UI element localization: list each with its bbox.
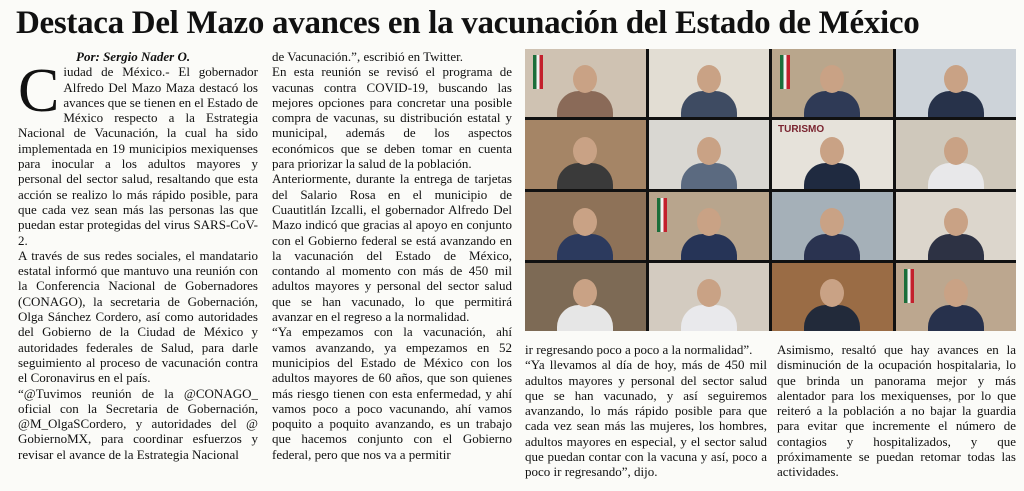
- paragraph: “Ya llevamos al día de hoy, más de 450 mil adultos mayores y personal del sector salud que se han vacunado, y así seguiremos avanzando, lo más rápido posible para que cada vez sean más las mujeres, los hombres, adultos mayores en especial, y el sector salud que puedan contar con la vacuna y así, poco a poco ir regresando”, dijo.: [525, 357, 767, 480]
- participant-figure: [804, 208, 860, 260]
- participant-tile: [525, 120, 646, 188]
- article-column-1: [18, 49, 258, 489]
- participant-figure: [804, 137, 860, 189]
- participant-tile: [896, 49, 1017, 117]
- article-column-3: [525, 342, 767, 490]
- participant-figure: [557, 208, 613, 260]
- participant-tile: [649, 120, 770, 188]
- participant-figure: [557, 137, 613, 189]
- videoconference-photo: [525, 49, 1016, 331]
- participant-tile: [772, 192, 893, 260]
- drop-cap: C: [18, 57, 60, 126]
- participant-figure: [557, 65, 613, 117]
- participant-figure: [681, 208, 737, 260]
- participant-tile: [649, 49, 770, 117]
- participant-tile: [649, 263, 770, 331]
- participant-figure: [804, 65, 860, 117]
- participant-figure: [928, 65, 984, 117]
- headline: Destaca Del Mazo avances en la vacunación del Estado de México: [16, 5, 920, 41]
- paragraph: “Ya empezamos con la vacunación, ahí vamos avanzando, ya empezamos en 52 municipios del Estado de México con los adultos mayores de 60 años, que son quienes más riesgo tienen con esta enfermedad, y ahí vamos poco a poco vacunando, ahí vamos poquito a poquito avanzando, es un trabajo que hacemos conjunto con el Gobierno federal, pero que nos va a permitir: [272, 324, 512, 462]
- paragraph-text: iudad de México.- El gobernador Alfredo Del Mazo Maza destacó los avances que se tienen en el Estado de México respecto a la Estrategia Nacional de Vacunación, la cual ha sido implementada en 19 municipios mexiquenses para inocular a los adultos mayores y personal del sector salud, resaltando que esta acción se realizo lo más rápido posible, para que cada vez sean más las personas las que puedan estar protegidas del virus SARS-CoV-2.: [18, 64, 258, 248]
- paragraph: Anteriormente, durante la entrega de tarjetas del Salario Rosa en el municipio de Cuautitlán Izcalli, el gobernador Alfredo Del Mazo indicó que gracias al apoyo en conjunto con el Gobierno federal se está avanzando en la vacunación del Estado de México, contando al momento con más de 450 mil adultos mayores y personal del sector salud que se han vacunado, lo que permitirá avanzar en el regreso a la normalidad.: [272, 171, 512, 325]
- participant-tile: [525, 49, 646, 117]
- participant-figure: [928, 137, 984, 189]
- paragraph: Asimismo, resaltó que hay avances en la disminución de la ocupación hospitalaria, lo que brinda un panorama mejor y más alentador para los mexiquenses, por lo que reiteró a la población a no bajar la guardia para evitar que incremente el número de contagios y hospitalizados, y que próximamente se puedan retomar todas las actividades.: [777, 342, 1016, 480]
- paragraph: ir regresando poco a poco a la normalidad”.: [525, 342, 753, 357]
- flag-icon: [904, 269, 914, 303]
- participant-tile: [525, 263, 646, 331]
- participant-tile: [772, 49, 893, 117]
- paragraph: A través de sus redes sociales, el mandatario estatal informó que mantuvo una reunión con la Conferencia Nacional de Gobernadores (CONAGO), la secretaria de Gobernación, Olga Sánchez Cordero, así como autoridades del Gobierno de la Ciudad de México y autoridades federales de Salud, para darle seguimiento al proceso de vacunación contra el Coronavirus en el país.: [18, 247, 258, 386]
- flag-icon: [533, 55, 543, 89]
- paragraph: En esta reunión se revisó el programa de vacunas contra COVID-19, buscando las mejores opciones para concretar una posible compra de vacunas, su distribución estatal y municipal, además de los aspectos económicos que se deben tomar en cuenta para priorizar la salud de la población.: [272, 64, 512, 172]
- paragraph: [18, 57, 258, 248]
- participant-figure: [681, 279, 737, 331]
- participant-figure: [557, 279, 613, 331]
- participant-tile: [772, 120, 893, 188]
- participant-figure: [681, 65, 737, 117]
- participant-tile: [772, 263, 893, 331]
- paragraph: “@Tuvimos reunión de la @CONAGO_ oficial con la Secretaria de Gobernación, @M_OlgaSCordero, y autoridades del @ GobiernoMX, para coordinar esfuerzos y revisar el avance de la Estrategia Nacional: [18, 385, 258, 462]
- participant-figure: [928, 208, 984, 260]
- participant-tile: [525, 192, 646, 260]
- participant-figure: [928, 279, 984, 331]
- participant-tile: [649, 192, 770, 260]
- article-column-4: [777, 342, 1016, 490]
- paragraph: de Vacunación.”, escribió en Twitter.: [272, 49, 464, 64]
- article-column-2: [272, 49, 512, 489]
- participant-tile: [896, 120, 1017, 188]
- participant-tile: [896, 192, 1017, 260]
- flag-icon: [657, 198, 667, 232]
- flag-icon: [780, 55, 790, 89]
- participant-figure: [804, 279, 860, 331]
- participant-tile: [896, 263, 1017, 331]
- byline: Por: Sergio Nader O.: [76, 49, 191, 64]
- backdrop-sign: TURISMO: [778, 124, 825, 136]
- participant-figure: [681, 137, 737, 189]
